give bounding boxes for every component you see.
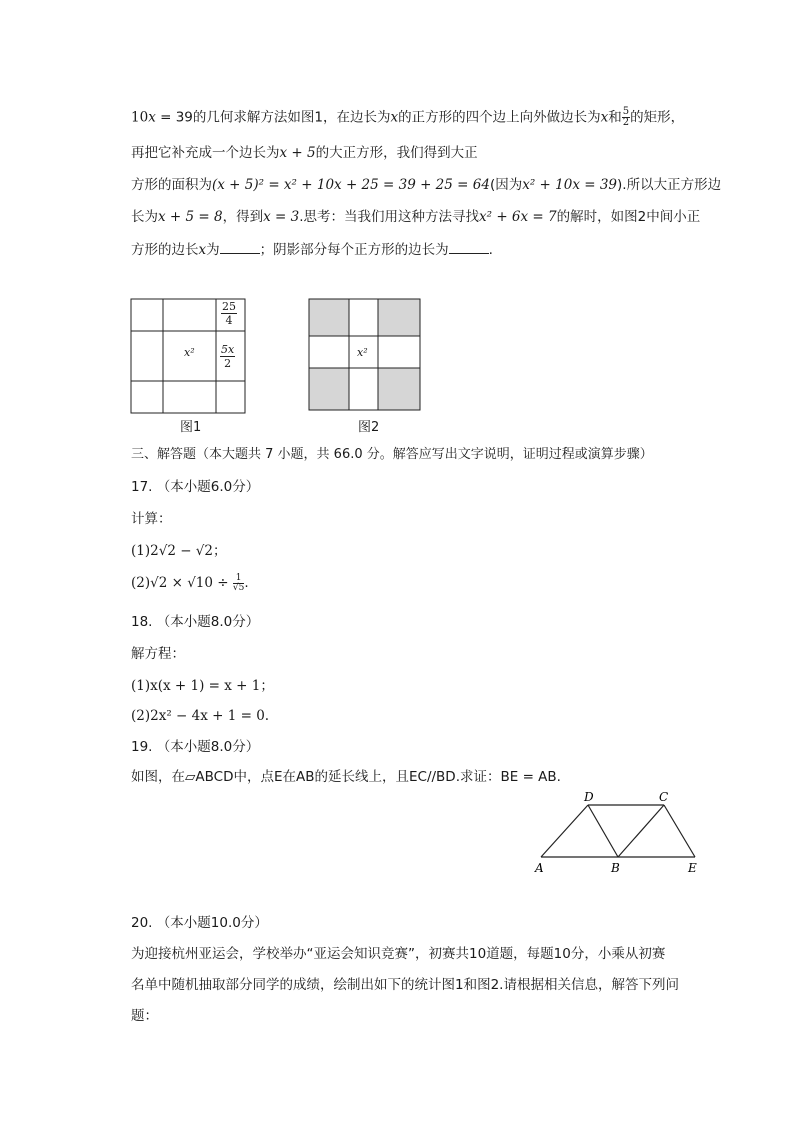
intro-text: .思考：当我们用这种方法寻找 [299,209,479,225]
intro-text: 的解时，如图2中间小正 [556,209,701,225]
point-label-D: D [584,790,594,804]
q17-part-2 [131,573,249,593]
intro-math: x² + 6x = 7 [479,209,557,225]
q18-prompt: 解方程： [131,646,185,662]
point-label-B: B [611,861,620,875]
intro-text: x [600,109,609,126]
q17-part-2-text: . [244,575,249,591]
figure-2-shaded-square [378,299,420,336]
intro-text: x [148,109,156,126]
segment-DB [588,805,618,857]
intro-text: 长为 [131,209,158,225]
q18-part-1: (1)x(x + 1) = x + 1； [131,678,274,694]
fraction-denominator: 2 [224,357,232,370]
q19-text: 如图，在▱ABCD中，点E在AB的延长线上，且EC//BD.求证：BE = AB. [131,769,561,785]
figure-2-caption: 图2 [358,420,380,435]
fraction-denominator: 2 [622,117,630,128]
intro-text: 的矩形， [630,109,685,126]
figure-2-shaded-square [378,368,420,410]
intro-text: = 39的几何求解方法如图1，在边长为 [155,109,391,126]
intro-text: (因为 [489,177,523,193]
q18-part-2: (2)2x² − 4x + 1 = 0. [131,708,270,724]
intro-line-4 [131,207,700,227]
intro-text: 为 [206,242,220,258]
intro-math: (x + 5)² = x² + 10x + 25 = 39 + 25 = 64 [212,177,490,193]
fraction-denominator: √5 [232,582,245,593]
fraction-numerator: 5x [221,343,235,356]
figure-2-center-label: x² [357,346,368,359]
q20-line-1: 为迎接杭州亚运会，学校举办“亚运会知识竞赛”，初赛共10道题，每题10分，小乘从初赛 [131,946,666,962]
intro-math: x + 5 = 8 [158,209,223,225]
intro-line-2 [131,143,478,163]
intro-math: x [198,242,207,258]
intro-text: . [488,242,493,258]
figure-1-caption: 图1 [180,420,202,435]
intro-math: x = 3 [263,209,300,225]
q20-line-2: 名单中随机抽取部分同学的成绩，绘制出如下的统计图1和图2.请根据相关信息，解答下列问 [131,977,679,993]
intro-text: 10 [131,109,149,126]
intro-line-1 [131,107,684,128]
fraction-numerator: 1 [233,574,244,584]
intro-line-3 [131,175,721,195]
segment-BC [618,805,664,857]
figure-1-center-label: x² [184,346,195,359]
figure-1-top-right-label [221,300,237,327]
figure-2-shaded-square [309,299,349,336]
segment-AD [541,805,588,857]
segment-CE [664,805,695,857]
intro-text: 和 [608,109,622,126]
answer-blank-1[interactable] [220,239,260,254]
intro-text: ；阴影部分每个正方形的边长为 [259,242,449,258]
q17-header: 17. （本小题6.0分） [131,479,260,495]
intro-text: 的大正方形，我们得到大正 [315,145,478,161]
q19-header: 19. （本小题8.0分） [131,739,260,755]
point-label-E: E [688,861,697,875]
intro-text: ，得到 [222,209,264,225]
fraction-numerator: 25 [222,300,236,313]
answer-blank-2[interactable] [449,239,489,254]
fraction-numerator: 5 [622,106,630,117]
figure-1-mid-right-label [220,343,235,370]
intro-math: x + 5 [279,145,316,161]
q17-part-1: (1)2√2 − √2； [131,543,227,559]
figure-2-shaded-square [309,368,349,410]
intro-text: 的正方形的四个边上向外做边长为 [398,109,601,126]
point-label-A: A [535,861,544,875]
q18-header: 18. （本小题8.0分） [131,614,260,630]
fraction [622,107,630,128]
q19-parallelogram-figure [528,788,708,878]
section-3-title: 三、解答题（本大题共 7 小题，共 66.0 分。解答应写出文字说明，证明过程或演算步骤） [131,447,653,462]
intro-text: x [390,109,399,126]
intro-text: ).所以大正方形边 [617,177,722,193]
q20-header: 20. （本小题10.0分） [131,915,268,931]
fraction [233,574,244,593]
intro-text: 方形的面积为 [131,177,212,193]
intro-text: 方形的边长 [131,242,199,258]
intro-text: 再把它补充成一个边长为 [131,145,280,161]
q17-part-2-text: (2)√2 × √10 ÷ [131,575,233,591]
intro-line-5 [131,239,493,260]
q17-prompt: 计算： [131,511,172,527]
intro-math: x² + 10x = 39 [522,177,618,193]
q20-line-3: 题： [131,1008,158,1024]
point-label-C: C [659,790,669,804]
fraction-denominator: 4 [225,314,233,327]
